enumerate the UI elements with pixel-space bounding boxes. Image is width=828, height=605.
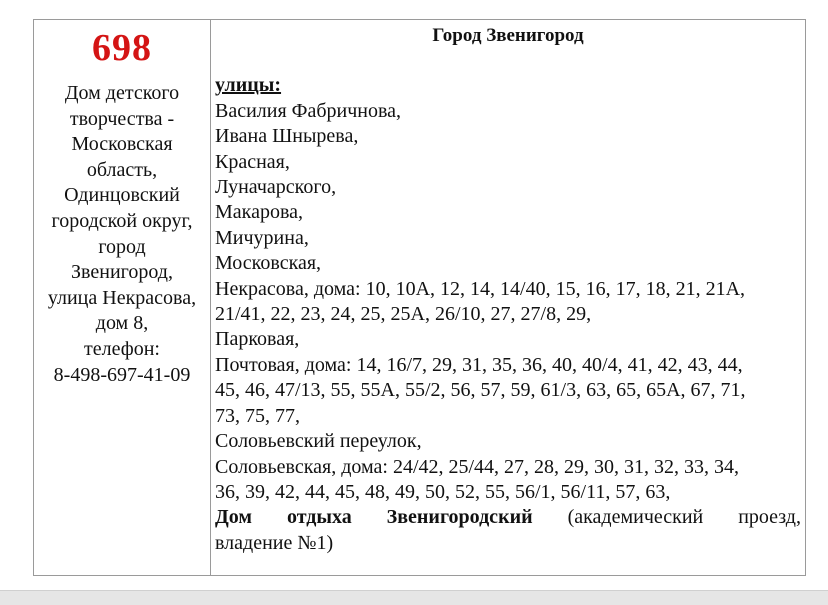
address-line: область, (86, 158, 158, 181)
address-line: город (98, 235, 146, 258)
streets-list (215, 99, 801, 506)
bottom-scroll-bar (0, 590, 828, 605)
streets-cell (215, 20, 801, 575)
street-line: 73, 75, 77, (215, 404, 300, 427)
street-line: 21/41, 22, 23, 24, 25, 25А, 26/10, 27, 27/8, 29, (215, 303, 592, 326)
street-line: Макарова, (215, 201, 304, 224)
address-line: творчества - (69, 107, 175, 130)
address-line: 8-498-697-41-09 (53, 363, 191, 386)
rest-house-word: Дом (215, 506, 253, 529)
last-entry-line (215, 505, 801, 530)
address-line: дом 8, (95, 312, 149, 335)
rest-house-address-word: проезд, (738, 506, 801, 529)
street-line: Мичурина, (215, 226, 309, 249)
city-title: Город Звенигород (432, 25, 584, 46)
address-line: Московская (71, 133, 173, 156)
street-line: 36, 39, 42, 44, 45, 48, 49, 50, 52, 55, 56/1, 56/11, 57, 63, (215, 480, 671, 503)
street-line: Василия Фабричнова, (215, 99, 402, 122)
address-line: Дом детского (64, 82, 180, 104)
station-address (34, 81, 210, 388)
street-line: Соловьевский переулок, (215, 430, 422, 453)
street-line: Красная, (215, 150, 290, 173)
address-line: телефон: (84, 337, 160, 360)
street-line: Луначарского, (215, 176, 337, 199)
rest-house-word: отдыха (286, 506, 352, 529)
street-line: 45, 46, 47/13, 55, 55А, 55/2, 56, 57, 59, 61/3, 63, 65, 65А, 67, 71, (215, 379, 746, 402)
street-line: Ивана Шнырева, (215, 125, 359, 148)
address-line: городской округ, (51, 209, 193, 232)
station-number: 698 (92, 27, 152, 69)
address-line: Звенигород, (71, 261, 173, 284)
address-line: улица Некрасова, (47, 286, 197, 309)
street-line: Парковая, (215, 328, 300, 351)
address-line: Одинцовский (64, 184, 180, 207)
streets-label: улицы: (215, 74, 282, 97)
street-line: Московская, (215, 252, 322, 275)
station-info-cell (34, 20, 211, 575)
rest-house-word: Звенигородский (386, 506, 533, 529)
street-line: Соловьевская, дома: 24/42, 25/44, 27, 28, 29, 30, 31, 32, 33, 34, (215, 455, 740, 478)
polling-station-table (33, 19, 806, 576)
rest-house-address-word: (академический (567, 506, 704, 529)
last-entry-continuation: владение №1) (215, 531, 334, 554)
street-line: Почтовая, дома: 14, 16/7, 29, 31, 35, 36, 40, 40/4, 41, 42, 43, 44, (215, 353, 743, 376)
street-line: Некрасова, дома: 10, 10А, 12, 14, 14/40, 15, 16, 17, 18, 21, 21А, (215, 277, 746, 300)
